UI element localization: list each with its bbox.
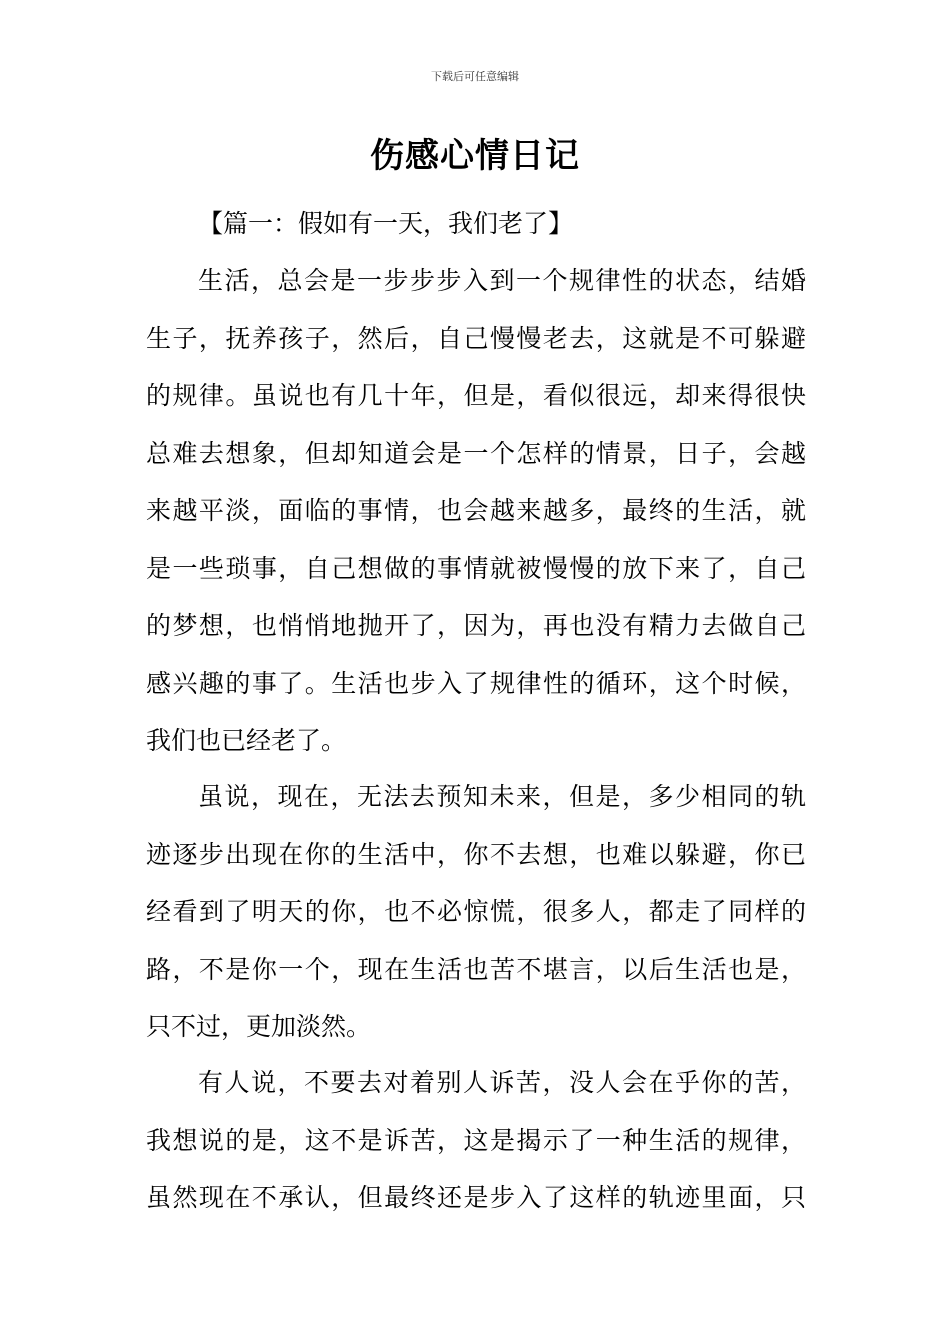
paragraph-line: 路，不是你一个，现在生活也苦不堪言，以后生活也是， bbox=[146, 954, 806, 984]
paragraph-line: 的梦想，也悄悄地抛开了，因为，再也没有精力去做自己 bbox=[146, 611, 806, 640]
paragraph-line: 生子，抚养孩子，然后，自己慢慢老去，这就是不可躲避 bbox=[146, 323, 806, 353]
paragraph-line: 来越平淡，面临的事情，也会越来越多，最终的生活，就 bbox=[146, 496, 806, 525]
paragraph-line: 迹逐步出现在你的生活中，你不去想，也难以躲避，你已 bbox=[146, 839, 806, 869]
paragraph-line: 经看到了明天的你，也不必惊慌，很多人，都走了同样的 bbox=[146, 897, 806, 926]
paragraph-line: 有人说，不要去对着别人诉苦，没人会在乎你的苦， bbox=[198, 1068, 806, 1097]
document-title: 伤感心情日记 bbox=[370, 136, 580, 176]
paragraph-line: 总难去想象，但却知道会是一个怎样的情景，日子，会越 bbox=[146, 438, 806, 468]
paragraph-line: 虽说，现在，无法去预知未来，但是，多少相同的轨 bbox=[198, 782, 806, 811]
paragraph-2 bbox=[146, 768, 806, 1056]
paragraph-line: 的规律。虽说也有几十年，但是，看似很远，却来得很快 bbox=[146, 381, 806, 410]
paragraph-line: 虽然现在不承认，但最终还是步入了这样的轨迹里面，只 bbox=[146, 1183, 806, 1212]
paragraph-line: 只不过，更加淡然。 bbox=[146, 1012, 372, 1041]
paragraph-3 bbox=[146, 1054, 806, 1227]
paragraph-line: 是一些琐事，自己想做的事情就被慢慢的放下来了，自己 bbox=[146, 553, 806, 583]
paragraph-1 bbox=[146, 252, 806, 770]
section-heading: 【篇一：假如有一天，我们老了】 bbox=[198, 209, 574, 238]
paragraph-line: 感兴趣的事了。生活也步入了规律性的循环，这个时候， bbox=[146, 668, 806, 698]
header-note: 下载后可任意编辑 bbox=[431, 70, 519, 83]
paragraph-line: 我想说的是，这不是诉苦，这是揭示了一种生活的规律， bbox=[146, 1125, 806, 1155]
paragraph-line: 生活，总会是一步步步入到一个规律性的状态，结婚 bbox=[198, 266, 806, 295]
paragraph-line: 我们也已经老了。 bbox=[146, 726, 347, 755]
